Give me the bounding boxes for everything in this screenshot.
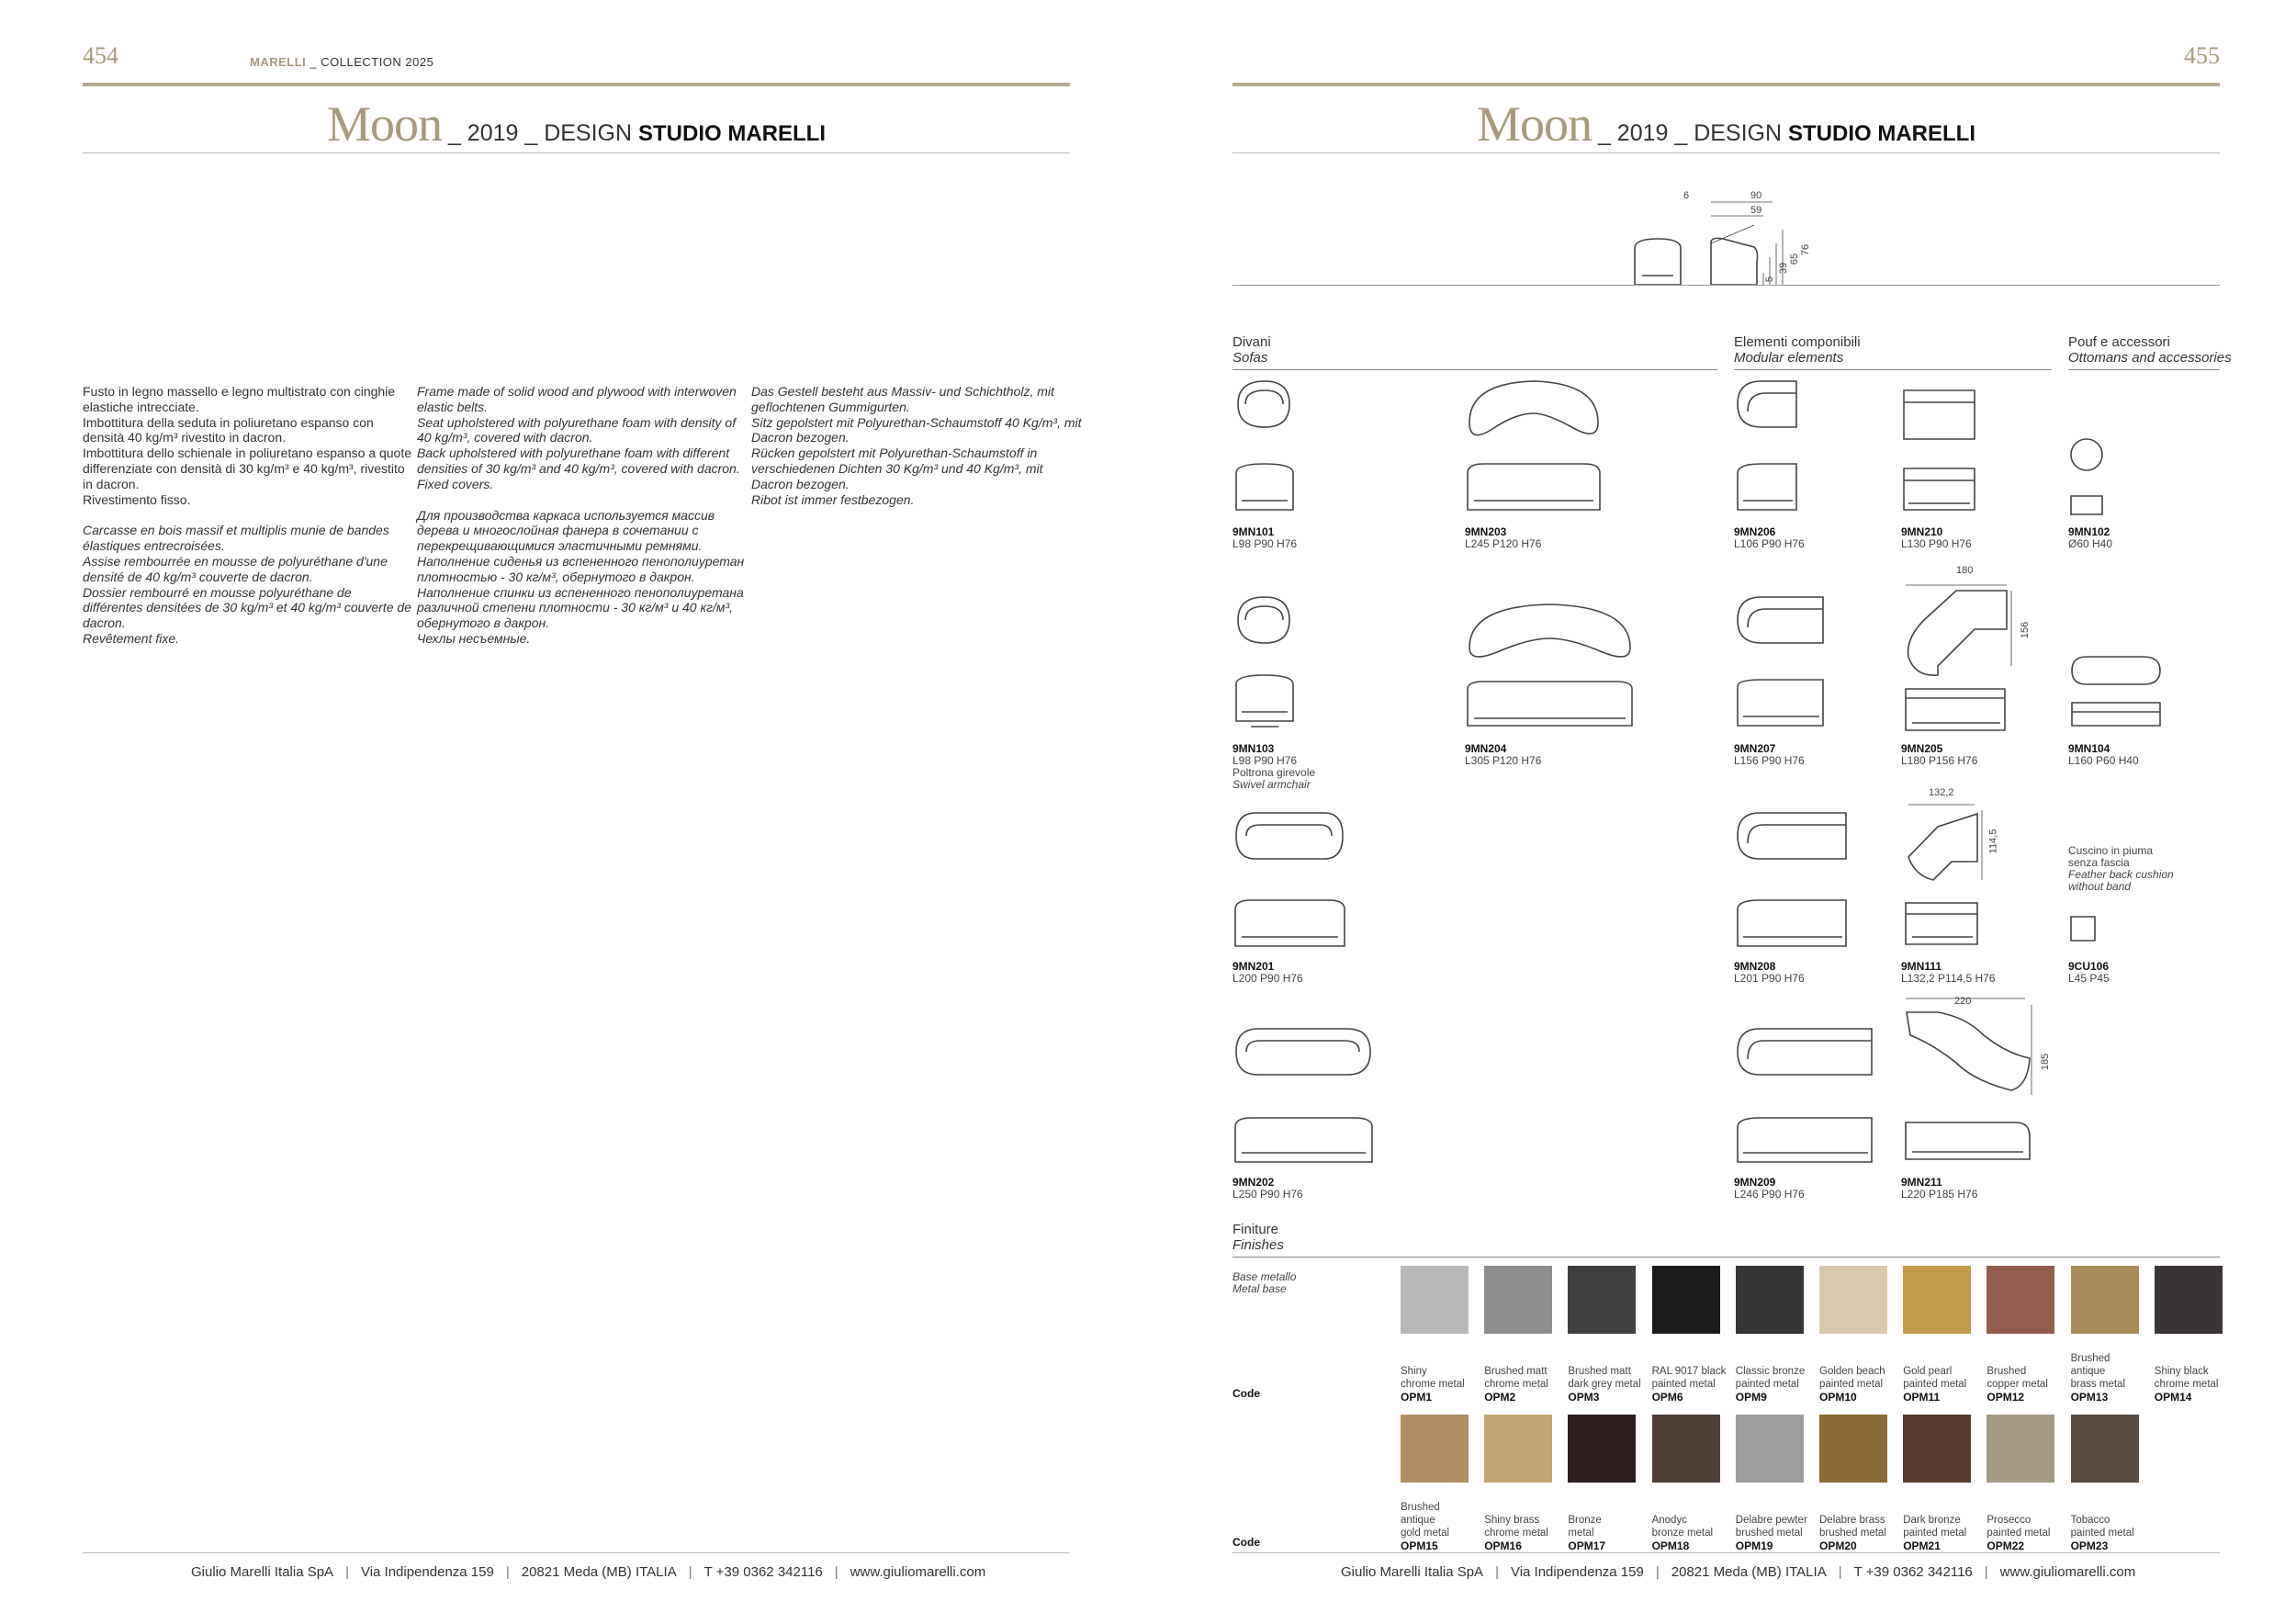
finish-name: Brushed matt chrome metal (1484, 1366, 1548, 1390)
finish-code: OPM21 (1903, 1539, 1941, 1552)
finish-swatch (1903, 1266, 1971, 1334)
drawing-9mn210 (1901, 386, 1978, 514)
finish-swatch (1401, 1266, 1469, 1334)
item-9mn111: 9MN111 L132,2 P114,5 H76 (1901, 960, 1996, 985)
item-9mn207: 9MN207 L156 P90 H76 (1734, 742, 1805, 767)
finish-swatch (1652, 1266, 1720, 1334)
finish-opm2 (1484, 1266, 1559, 1404)
item-9mn104: 9MN104 L160 P60 H40 (2068, 742, 2139, 767)
section-ottomans: Pouf e accessori Ottomans and accessories (2068, 334, 2232, 366)
finish-name: Shiny brass chrome metal (1484, 1515, 1548, 1539)
right-title: Moon _ 2019 _ DESIGN STUDIO MARELLI (1476, 96, 1976, 152)
header-brand (250, 55, 433, 69)
finish-code: OPM1 (1401, 1391, 1433, 1404)
finish-name: Bronze metal (1568, 1515, 1602, 1539)
footer-website-link[interactable]: www.giuliomarelli.com (1999, 1564, 2136, 1580)
finish-code: OPM13 (2070, 1391, 2109, 1404)
desc-french: Carcasse en bois massif et multiplis munie de bandes élastiques entrecroisées. Assise rembourrée en mousse de polyuréthane d'une densité de 40 kg/m³ couverte de dacron. Dossier rembourré en mousse polyuréthane de différentes densitées de 30 kg/m³ et 40 kg/m³ couverte de dacron. Revêtement fixe. (83, 523, 411, 646)
finish-code: OPM20 (1819, 1539, 1857, 1552)
finish-name: Tobacco painted metal (2070, 1515, 2134, 1539)
finish-swatch (1652, 1415, 1720, 1483)
finish-opm16 (1484, 1415, 1559, 1552)
drawing-9mn203 (1465, 372, 1603, 514)
ottomans-rule (2068, 369, 2220, 370)
finish-name: Delabre pewter brushed metal (1735, 1515, 1807, 1539)
finish-opm19 (1736, 1415, 1811, 1552)
finish-code: OPM11 (1903, 1391, 1941, 1404)
finish-swatch (1736, 1415, 1804, 1483)
finish-opm11 (1903, 1266, 1978, 1404)
right-footer: Giulio Marelli Italia SpA | Via Indipendenza 159 | 20821 Meda (MB) ITALIA | T +39 0362 342116 | www.giuliomarelli.com (1341, 1564, 2136, 1580)
item-9mn206: 9MN206 L106 P90 H76 (1734, 525, 1805, 550)
item-9mn202: 9MN202 L250 P90 H76 (1232, 1176, 1303, 1201)
item-9mn102: 9MN102 Ø60 H40 (2068, 525, 2113, 550)
item-9mn101: 9MN101 L98 P90 H76 (1232, 525, 1298, 550)
finish-code: OPM22 (1986, 1539, 2025, 1552)
drawing-9mn201 (1232, 808, 1347, 951)
finish-name: Prosecco painted metal (1986, 1515, 2051, 1539)
finish-name: Brushed antique brass metal (2070, 1353, 2126, 1390)
finish-code: OPM2 (1484, 1391, 1516, 1404)
left-title-rule (83, 152, 1070, 153)
finish-swatch (2155, 1266, 2223, 1334)
drawing-9mn209 (1734, 1024, 1876, 1167)
code-label-row1: Code (1232, 1387, 1260, 1400)
desc-italian: Fusto in legno massello e legno multistrato con cinghie elastiche intrecciate. Imbottitura della seduta in poliuretano espanso con densità 40 kg/m³ rivestito in dacron. Imbottitura dello schienale in poliuretano espanso a quote differenziate con densità di 30 kg/m³ e 40 kg/m³, rivestito in dacron. Rivestimento fisso. (83, 384, 412, 507)
finish-code: OPM23 (2070, 1539, 2109, 1552)
finish-code: OPM9 (1735, 1391, 1767, 1404)
finish-opm9 (1736, 1266, 1811, 1404)
drawing-9mn208 (1734, 808, 1849, 951)
description-col-2 (417, 384, 748, 662)
drawing-9mn205 (1901, 574, 2030, 735)
finish-opm6 (1652, 1266, 1728, 1404)
right-page-number: 455 (2184, 42, 2220, 69)
finish-opm3 (1568, 1266, 1643, 1404)
desc-german: Das Gestell besteht aus Massiv- und Schichtholz, mit geflochtenen Gummigurten. Sitz gepolstert mit Polyurethan-Schaumstoff 40 Kg/m³, mit Dacron bezogen. Rücken gepolstert mit Polyurethan-Schaumstoff in verschiedenen Dichten 30 Kg/m³ und 40 Kg/m³, mit Dacron bezogen. Ribot ist immer festbezogen. (751, 384, 1082, 507)
item-9mn203: 9MN203 L245 P120 H76 (1465, 525, 1542, 550)
finish-opm10 (1819, 1266, 1895, 1404)
finish-code: OPM19 (1735, 1539, 1773, 1552)
finish-swatch (1736, 1266, 1804, 1334)
right-title-rule (1232, 152, 2220, 153)
item-9mn103: 9MN103 L98 P90 H76 Poltrona girevole Swivel armchair (1232, 742, 1316, 791)
profile-baseline (1232, 285, 2220, 286)
right-top-rule (1232, 83, 2220, 86)
right-footer-rule (1232, 1552, 2220, 1553)
left-title (83, 96, 1070, 151)
finish-swatch (1568, 1415, 1636, 1483)
drawing-9cu106 (2068, 914, 2099, 945)
finish-code: OPM6 (1651, 1391, 1683, 1404)
finish-opm13 (2071, 1266, 2146, 1404)
finish-swatch (1568, 1266, 1636, 1334)
finish-code: OPM14 (2154, 1391, 2192, 1404)
finish-swatch (1484, 1415, 1552, 1483)
product-designer: STUDIO MARELLI (638, 121, 827, 146)
item-9mn204: 9MN204 L305 P120 H76 (1465, 742, 1542, 767)
item-9cu106: 9CU106 L45 P45 (2068, 960, 2110, 985)
finish-swatch (1484, 1266, 1552, 1334)
finish-name: Golden beach painted metal (1819, 1366, 1885, 1390)
drawing-9mn207 (1734, 592, 1826, 730)
drawing-9mn102 (2068, 436, 2109, 519)
finish-name: Anodyc bronze metal (1651, 1515, 1714, 1539)
finish-name: RAL 9017 black painted metal (1651, 1366, 1727, 1390)
drawing-9mn206 (1734, 377, 1798, 514)
finish-swatch (1819, 1415, 1887, 1483)
product-year: _ 2019 _ DESIGN (442, 120, 639, 146)
finish-opm1 (1401, 1266, 1476, 1404)
item-9mn201: 9MN201 L200 P90 H76 (1232, 960, 1303, 985)
finish-opm15 (1401, 1415, 1476, 1552)
section-modular: Elementi componibili Modular elements (1734, 334, 1861, 366)
finish-opm22 (1986, 1415, 2062, 1552)
section-sofas: Divani Sofas (1232, 334, 1271, 366)
finish-code: OPM18 (1651, 1539, 1690, 1552)
finish-code: OPM10 (1819, 1391, 1857, 1404)
finish-name: Classic bronze painted metal (1735, 1366, 1806, 1390)
finish-opm17 (1568, 1415, 1643, 1552)
finish-swatch (1986, 1266, 2054, 1334)
finish-swatch (1819, 1266, 1887, 1334)
finish-name: Gold pearl painted metal (1903, 1366, 1967, 1390)
finish-name: Dark bronze painted metal (1903, 1515, 1967, 1539)
profile-drawing (1626, 188, 1828, 289)
finish-code: OPM12 (1986, 1391, 2025, 1404)
desc-english: Frame made of solid wood and plywood with interwoven elastic belts. Seat upholstered with polyurethane foam with density of 40 kg/m³, covered with dacron. Back upholstered with polyurethane foam with different densities of 30 kg/m³ and 40 kg/m³, covered with dacron. Fixed covers. (417, 384, 740, 491)
section-finishes: Finiture Finishes (1232, 1222, 1284, 1253)
drawing-9mn103 (1232, 592, 1297, 730)
drawing-9mn202 (1232, 1024, 1375, 1167)
description-col-3 (751, 384, 1082, 523)
metal-base-label: Base metallo Metal base (1232, 1270, 1297, 1295)
drawing-9mn101 (1232, 377, 1297, 514)
finish-name: Brushed copper metal (1986, 1366, 2048, 1390)
finish-opm14 (2155, 1266, 2230, 1404)
finish-opm23 (2071, 1415, 2146, 1552)
finish-opm18 (1652, 1415, 1728, 1552)
finish-code: OPM17 (1568, 1539, 1606, 1552)
finish-code: OPM15 (1401, 1539, 1438, 1552)
code-label-row2: Code (1232, 1536, 1260, 1549)
desc-russian: Для производства каркаса используется массив дерева и многослойная фанера в сочетании с перекрещивающимися эластичными ремнями. Наполнение сиденья из вспененного пенополиуретан плотностью - 30 кг/м³, обернутого в дакрон. Наполнение спинки из вспененного пенополиуретана различной степени плотности - 30 кг/м³ и 40 кг/м³, обернутого в дакрон. Чехлы несъемные. (417, 507, 745, 646)
left-top-rule (83, 83, 1070, 86)
finish-swatch (1903, 1415, 1971, 1483)
sofas-rule (1232, 369, 1717, 370)
finish-swatch (2071, 1415, 2139, 1483)
finish-code: OPM3 (1568, 1391, 1600, 1404)
item-9mn210: 9MN210 L130 P90 H76 (1901, 525, 1972, 550)
finish-swatch (1401, 1415, 1469, 1483)
finish-name: Brushed matt dark grey metal (1568, 1366, 1641, 1390)
modular-rule (1734, 369, 2052, 370)
description-col-1 (83, 384, 413, 662)
drawing-9mn211 (1901, 994, 2039, 1167)
finish-name: Shiny black chrome metal (2154, 1366, 2219, 1390)
left-page-number: 454 (83, 42, 118, 69)
finish-code: OPM16 (1484, 1539, 1522, 1552)
cushion-note: Cuscino in piuma senza fascia Feather back cushion without band (2068, 844, 2174, 893)
left-footer-rule (83, 1552, 1070, 1553)
item-9mn209: 9MN209 L246 P90 H76 (1734, 1176, 1805, 1201)
finish-opm12 (1986, 1266, 2062, 1404)
finish-name: Delabre brass brushed metal (1819, 1515, 1886, 1539)
finish-swatch (2071, 1266, 2139, 1334)
collection-label: _ COLLECTION 2025 (306, 55, 434, 69)
finish-name: Brushed antique gold metal (1401, 1502, 1450, 1539)
finish-opm21 (1903, 1415, 1978, 1552)
item-9mn205: 9MN205 L180 P156 H76 (1901, 742, 1978, 767)
drawing-9mn204 (1465, 597, 1635, 730)
finish-opm20 (1819, 1415, 1895, 1552)
left-footer: Giulio Marelli Italia SpA | Via Indipendenza 159 | 20821 Meda (MB) ITALIA | T +39 0362 342116 | www.giuliomarelli.com (191, 1564, 986, 1580)
brand-name: MARELLI (250, 55, 307, 69)
drawing-9mn111 (1901, 797, 1993, 951)
finish-swatch (1986, 1415, 2054, 1483)
footer-website-link[interactable]: www.giuliomarelli.com (850, 1564, 986, 1580)
drawing-9mn104 (2068, 652, 2169, 735)
item-9mn211: 9MN211 L220 P185 H76 (1901, 1176, 1978, 1201)
product-name: Moon (326, 96, 442, 152)
item-9mn208: 9MN208 L201 P90 H76 (1734, 960, 1805, 985)
finish-name: Shiny chrome metal (1401, 1366, 1465, 1390)
